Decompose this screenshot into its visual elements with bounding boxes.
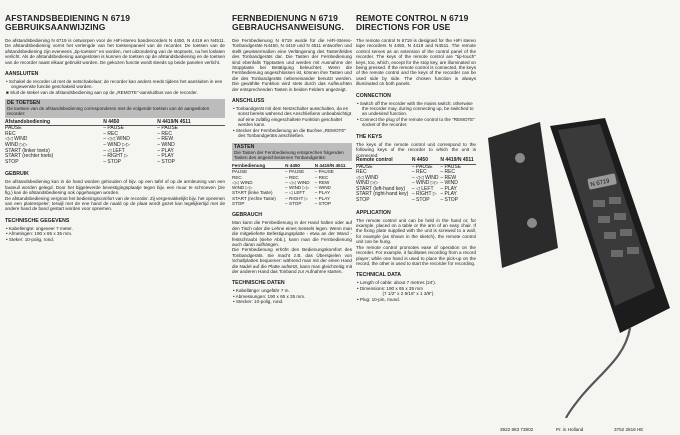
table-cell: WIND ▷▷ bbox=[232, 185, 253, 191]
table-cell: – REC bbox=[411, 169, 427, 176]
intro-text: De afstandsbediening N 6719 is ontworpen voor de HiFi-stereo bandrecorders N 4450, N 4419 en N4511. De afstandsbediening vormt het verlengde van het toetsenpaneel van de recorder. De toetsen van de afstandsbediening zijn eveneens „tip-toetsen" en worden, met uitzondering van de stoptoets, na het loslaten verlicht. Als de afstandsbediening aangesloten is kunnen de toetsen op de afstandsbediening en de toetsen van de recorder naast elkaar gebruikt worden. De gekozen functie wordt steeds op beide panelen verlicht. bbox=[5, 38, 225, 65]
table-cell: – ◁ LEFT bbox=[411, 185, 434, 192]
connect-heading: ANSCHLUSS bbox=[232, 98, 265, 105]
table-cell: REC bbox=[232, 174, 242, 180]
use-heading: GEBRUIK bbox=[5, 171, 29, 178]
table-cell: – STOP bbox=[285, 200, 302, 206]
intro-text: Die Fernbedienung N 6719 wurde für die HiFi-Stereo-Tonbandgeräte N4450, N 4419 und N 4511 entworfen und stellt gewissermaßen eine Verlängerung des Tastenfeldes des Tonbandgeräts dar. Die Tasten der Fernbedienung sind ebenfalls Tipptasten und werden mit Ausnahme der Stopptaste bei Betätigung beleuchtet. Wenn die Fernbedienung angeschlossen ist, können ihre Tasten und die des Tonbandgeräts nebeneinander benutzt werden. Die gewählte Funktion wird stets durch das Aufleuchten der entsprechenden Tasten in beiden Feldern angezeigt. bbox=[232, 38, 352, 92]
tech-item: • Kabellänge: ungefähr 7 m. bbox=[233, 288, 290, 294]
title-line-2: GEBRAUCHSANWEISUNG. bbox=[232, 22, 344, 32]
keys-table bbox=[232, 163, 352, 206]
device-key bbox=[611, 250, 623, 257]
tech-heading: TECHNISCHE DATEN bbox=[232, 280, 285, 287]
table-cell: – ◁ LEFT bbox=[285, 190, 306, 196]
table-cell: WIND ▷▷ bbox=[5, 142, 28, 149]
device-key bbox=[604, 232, 616, 239]
table-cell: PAUSE bbox=[356, 163, 373, 170]
remote-control-illustration bbox=[480, 118, 670, 418]
table-header: N 4419/N 4511 bbox=[440, 158, 476, 164]
title-line-2: GEBRUIKSAANWIJZING bbox=[5, 22, 106, 32]
connect-item: • Switch off the recorder with the mains switch; otherwise the recorder may, during connecting up, be switched to an undesired function. bbox=[357, 100, 474, 117]
table-cell: – RIGHT ▷ bbox=[411, 191, 437, 198]
keys-table bbox=[356, 158, 476, 204]
table-cell: – WIND ▷▷ bbox=[285, 185, 310, 191]
table-cell: – RIGHT ▷ bbox=[103, 153, 129, 160]
title-line-1: REMOTE CONTROL N 6719 bbox=[356, 13, 469, 23]
tech-item: • Plug: 10-pin, round. bbox=[357, 296, 400, 302]
table-cell: – WIND ▷▷ bbox=[411, 180, 439, 187]
app-paragraph: The remote control unit can be held in the hand or, for example, placed on a table or the arm of an easy chair. If the fixing plate supplied with the unit is screwed to a wall, for example (as shown in the sketch), the remote control unit can be hung. bbox=[356, 217, 476, 245]
tech-item: (7 1/2" x 2 9/16" x 1 3/8"). bbox=[357, 291, 435, 297]
table-cell: WIND ▷▷ bbox=[356, 180, 379, 187]
table-cell: – RIGHT ▷ bbox=[285, 195, 309, 201]
table-cell: – REW bbox=[314, 179, 330, 185]
intro-text: The remote control N 6719 is designed for the HiFi stereo tape recorders N 4450, N 4419 and N4511. The remote control serves as an extension of the control panel of the recorder. The keys of the remote control are "tip-touch" keys, too, which, except for the stop key, are illuminated on being pressed. If the remote control is connected, the keys of the remote control and the keys of the recorder can be used side by side. The chosen function is always illuminated on both panels. bbox=[356, 38, 476, 87]
screw-icon bbox=[527, 218, 537, 228]
table-cell: – PLAY bbox=[157, 147, 174, 154]
title-german bbox=[232, 14, 352, 32]
connect-heading: CONNECTION bbox=[356, 92, 391, 99]
table-cell: – ◁ LEFT bbox=[103, 147, 125, 154]
title-line-1: AFSTANDSBEDIENING N 6719 bbox=[5, 13, 131, 23]
table-cell: – PAUSE bbox=[157, 125, 178, 132]
table-header: Remote control bbox=[356, 158, 412, 164]
table-cell: PAUSE bbox=[232, 169, 248, 175]
table-cell: START (left-hand key) bbox=[356, 185, 406, 192]
table-cell: – PLAY bbox=[157, 153, 174, 160]
title-line-1: FERNBEDIENUNG N 6719 bbox=[232, 13, 338, 23]
table-cell: – WIND bbox=[440, 180, 458, 187]
screw-icon bbox=[515, 153, 525, 163]
device-label: N 6719 bbox=[590, 178, 611, 189]
keys-table bbox=[5, 120, 225, 166]
device-key bbox=[627, 247, 639, 254]
connect-item: • Stecker der Fernbedienung an die Buchse „REMOTE" des Tonbandgeräts anschließen. bbox=[233, 127, 347, 139]
table-cell: REC bbox=[356, 169, 367, 176]
column-german bbox=[232, 14, 352, 305]
table-cell: – REW bbox=[157, 136, 174, 143]
table-cell: – PAUSE bbox=[411, 163, 433, 170]
keys-desc: The keys of the remote control unit correspond to the following keys of the recorder to which the unit is connected: bbox=[356, 141, 476, 158]
use-heading: GEBRAUCH bbox=[232, 212, 262, 219]
table-header: Fernbedienung bbox=[232, 163, 285, 169]
column-dutch bbox=[5, 14, 225, 242]
title-dutch bbox=[5, 14, 225, 32]
table-cell: START (rechter toets) bbox=[5, 153, 54, 160]
device-key bbox=[598, 216, 610, 223]
table-cell: START (linker toets) bbox=[5, 147, 50, 154]
connect-item: ■ Sluit de steker van de afstandsbediening aan op de „REMOTE"-aansluitbus van de recorder. bbox=[6, 89, 198, 95]
table-cell: STOP bbox=[356, 197, 370, 204]
keys-bar-title: TASTEN bbox=[234, 143, 255, 150]
tech-item: • Length of cable: about 7 metres (24'). bbox=[357, 280, 437, 286]
table-cell: PAUSE bbox=[5, 125, 22, 132]
tech-item: • Steker: 10-polig, rond. bbox=[6, 236, 55, 242]
keys-bar-title: DE TOETSEN bbox=[7, 100, 41, 107]
table-cell: REC bbox=[5, 130, 16, 137]
app-heading: APPLICATION bbox=[356, 209, 391, 216]
title-english bbox=[356, 14, 674, 32]
app-paragraph: The remote control promotes ease of operation on the recorder. For example, it facilitates recording from a record player; while one hand is used to place the pick-up on the record, the other is used to start the recorder for recording. bbox=[356, 244, 476, 266]
table-cell: STOP bbox=[5, 158, 19, 165]
table-header: N 4450 bbox=[103, 120, 157, 126]
use-paragraph: De afstandsbediening vergroot het bedieningscomfort van de recorder. Zij vergemakkelijkt bijv. het opnemen van een platenspeler; terwijl met de ene hand de naald op de plaat wordt gezet kan tegelijkertijd met de andere hand de band gestart worden voor opnemen. bbox=[5, 195, 225, 212]
tech-item: • Stecker: 10-polig, rund. bbox=[233, 299, 284, 305]
tech-item: • Afmetingen: 190 x 65 x 35 mm. bbox=[6, 231, 73, 237]
table-cell: – PAUSE bbox=[103, 125, 124, 132]
table-row bbox=[356, 198, 476, 204]
table-cell: – PAUSE bbox=[285, 169, 305, 175]
use-paragraph: De afstandsbediening kan in de hand worden gehouden of bijv. op een tafel of op de armleuning van een fauteuil worden gelegd. Door het bijgeleverde bevestigingsplaatje tegen bijv. een muur te schroeven (zie fig.) kan de afstandsbediening ook opgehangen worden. bbox=[5, 179, 225, 196]
table-cell: START (rechte Taste) bbox=[232, 195, 276, 201]
table-cell: – PAUSE bbox=[314, 169, 334, 175]
table-cell: – STOP bbox=[411, 197, 430, 204]
table-cell: – STOP bbox=[103, 158, 121, 165]
table-cell: ◁◁ WIND bbox=[232, 179, 253, 185]
connect-heading: AANSLUITEN bbox=[5, 71, 39, 78]
table-cell: START (linke Taste) bbox=[232, 190, 273, 196]
keys-heading: THE KEYS bbox=[356, 133, 382, 140]
device-key bbox=[620, 229, 632, 236]
keys-bar-desc: Die Tasten der Fernbedienung entsprechen folgenden Tasten des angeschlossenen Tonbandgeräts: bbox=[234, 149, 344, 160]
table-cell: – REC bbox=[314, 174, 329, 180]
table-header: N 4419/N 4511 bbox=[315, 163, 352, 169]
table-cell: – REW bbox=[440, 174, 457, 181]
keys-bar bbox=[5, 99, 225, 117]
footer-date: 3752 2819 HE bbox=[614, 427, 644, 432]
table-cell: – ◁◁ WIND bbox=[103, 136, 130, 143]
device-key bbox=[614, 213, 626, 220]
table-cell: ◁◁ WIND bbox=[356, 174, 379, 181]
table-cell: – WIND bbox=[314, 185, 331, 191]
table-cell: – STOP bbox=[157, 158, 175, 165]
title-line-2: DIRECTIONS FOR USE bbox=[356, 22, 451, 32]
table-cell: – REC bbox=[157, 130, 172, 137]
connect-item: • Connect the plug of the remote control to the "REMOTE" socket of the recorder. bbox=[357, 116, 475, 128]
english-text-column bbox=[356, 93, 476, 302]
table-cell: ◁◁ WIND bbox=[5, 136, 28, 143]
table-cell: – REC bbox=[440, 169, 456, 176]
connect-item: • Tonbandgerät mit dem Netzschalter ausschalten, da es sonst bereits während des Anschließens unbeabsichtigt auf eine zufällig eingeschaltete Funktion geschaltet werden kann. bbox=[233, 106, 352, 128]
table-cell: – WIND ▷▷ bbox=[103, 142, 130, 149]
tech-item: • Dimensions: 190 x 65 x 35 mm bbox=[357, 285, 423, 291]
table-cell: – REC bbox=[103, 130, 118, 137]
table-cell: – ◁◁ WIND bbox=[285, 179, 310, 185]
keys-bar bbox=[232, 143, 352, 161]
table-cell: – ◁◁ WIND bbox=[411, 174, 439, 181]
use-paragraph: Man kann die Fernbedienung in der Hand halten oder auf den Tisch oder die Lehne eines Sessels legen. Wenn man die mitgelieferte Befestigungsplatte - etwa an der Wand - festschraubt (siehe Abb.), kann man die Fernbedienung auch daran aufhängen. bbox=[232, 220, 352, 247]
table-cell: – WIND bbox=[157, 142, 175, 149]
tech-item: • Abmessungen: 190 x 65 x 35 mm. bbox=[233, 293, 306, 299]
use-paragraph: Die Fernbedienung erhöht den Bedienungskomfort des Tonbandgeräts. Sie macht z.B. das Überspielen von Schallplatten bequemer: während man mit der einen Hand die Nadel auf die Platte aufsetzt, kann man gleichzeitig mit der anderen Hand das Tonband zur Aufnahme starten. bbox=[232, 247, 352, 274]
table-header: N 4450 bbox=[412, 158, 440, 164]
table-cell: – REC bbox=[285, 174, 299, 180]
table-cell: – PAUSE bbox=[440, 163, 462, 170]
table-cell: – PLAY bbox=[314, 195, 331, 201]
tech-heading: TECHNICAL DATA bbox=[356, 272, 401, 279]
footer-printed: Pr. in Holland bbox=[556, 427, 584, 432]
footer-code: 3922 983 73902 bbox=[500, 427, 534, 432]
table-cell: – STOP bbox=[440, 197, 459, 204]
table-cell: – STOP bbox=[314, 200, 332, 206]
tech-heading: TECHNISCHE GEGEVENS bbox=[5, 217, 70, 224]
device-key bbox=[609, 197, 621, 204]
table-header: N 4419/N 4511 bbox=[157, 120, 225, 126]
table-cell: STOP bbox=[232, 200, 245, 206]
table-header: N 4450 bbox=[285, 163, 315, 169]
table-cell: – PLAY bbox=[440, 191, 457, 198]
table-row bbox=[5, 160, 225, 166]
table-row bbox=[232, 201, 352, 206]
table-cell: START (right-hand key) bbox=[356, 191, 409, 198]
table-cell: – PLAY bbox=[314, 190, 331, 196]
table-cell: – PLAY bbox=[440, 185, 457, 192]
tech-item: • Kabellengte: ongeveer 7 meter. bbox=[6, 225, 73, 231]
device-key bbox=[593, 200, 605, 207]
connect-item: • Schakel de recorder uit met de netschakelaar; de recorder kan anders reeds tijdens het aansluiten in een ongewenste functie geschakeld worden. bbox=[6, 79, 223, 90]
keys-bar-desc: De toetsen van de afstandsbediening corresponderen met de volgende toetsen van de aangesloten recorder: bbox=[7, 106, 210, 117]
table-header: Afstandsbediening bbox=[5, 120, 103, 126]
